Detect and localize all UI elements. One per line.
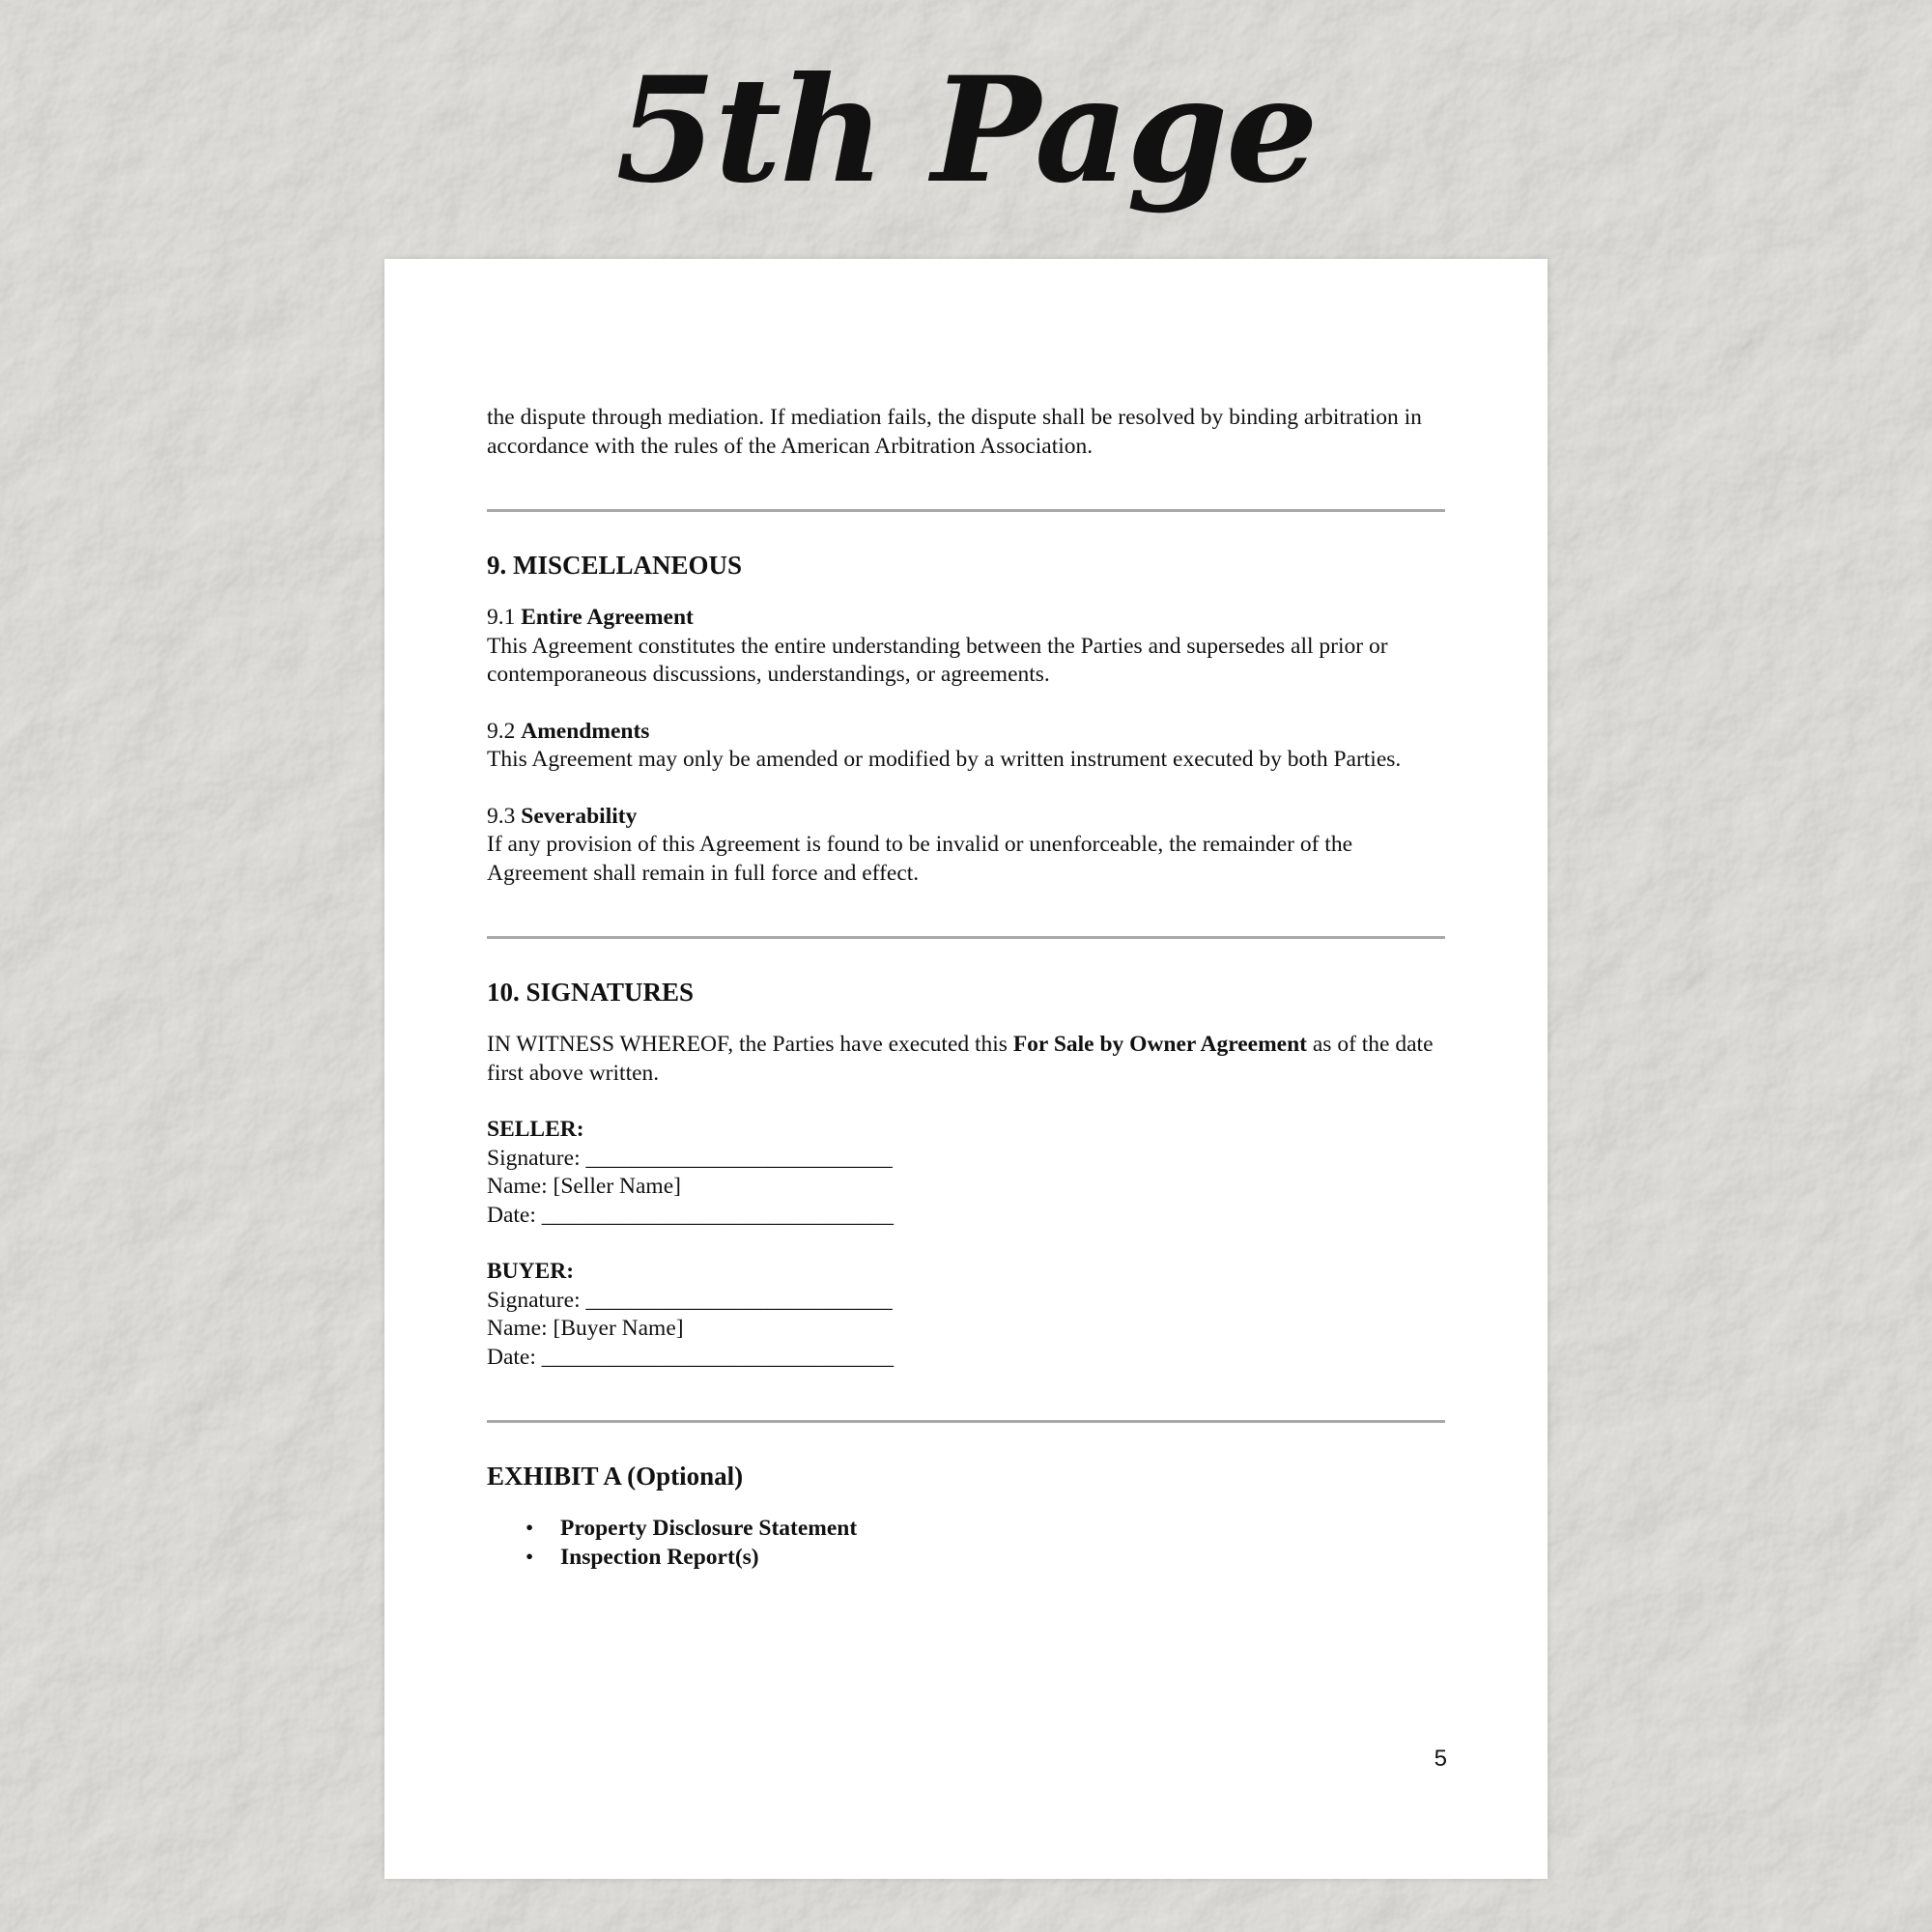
witness-text: IN WITNESS WHEREOF, the Parties have executed this — [487, 1032, 1013, 1057]
clause-text: If any provision of this Agreement is found to be invalid or unenforceable, the remainder of the Agreement shall remain in full force and effect. — [487, 832, 1352, 886]
list-item: • Inspection Report(s) — [526, 1544, 1445, 1573]
clause-number: 9.3 — [487, 803, 516, 829]
list-item: • Property Disclosure Statement — [526, 1515, 1445, 1544]
buyer-signature-line: Signature: ___________________________ — [487, 1287, 893, 1313]
section-heading-exhibit: EXHIBIT A (Optional) — [487, 1462, 744, 1491]
clause-number: 9.1 — [487, 605, 516, 630]
clause-title: Severability — [521, 803, 638, 829]
clause-9-2 — [487, 718, 1445, 775]
page-number: 5 — [1434, 1746, 1447, 1772]
agreement-name: For Sale by Owner Agreement — [1012, 1032, 1307, 1057]
seller-signature-line: Signature: ___________________________ — [487, 1145, 893, 1171]
buyer-date-line: Date: _______________________________ — [487, 1344, 895, 1370]
clause-number: 9.2 — [487, 718, 516, 744]
seller-date-line: Date: _______________________________ — [487, 1202, 895, 1228]
clause-title: Entire Agreement — [521, 605, 694, 630]
intro-paragraph: the dispute through mediation. If mediation fails, the dispute shall be resolved by binding arbitration in accordance with the rules of the American Arbitration Association. — [487, 405, 1422, 459]
buyer-label: BUYER: — [487, 1259, 575, 1284]
clause-text: This Agreement constitutes the entire understanding between the Parties and supersedes all prior or contemporaneous discussions, understandings, or agreements. — [487, 633, 1388, 687]
page-banner-title: 5th Page — [615, 45, 1317, 215]
seller-label: SELLER: — [487, 1117, 584, 1142]
section-heading-signatures: 10. SIGNATURES — [487, 978, 695, 1007]
section-heading-miscellaneous: 9. MISCELLANEOUS — [487, 551, 743, 580]
clause-9-1 — [487, 604, 1445, 690]
clause-title: Amendments — [521, 718, 650, 744]
witness-statement — [487, 1031, 1445, 1088]
witness-text-end: as of the date first above written. — [487, 1032, 1434, 1086]
document-content — [487, 404, 1445, 1572]
seller-name-line: Name: [Seller Name] — [487, 1174, 681, 1199]
buyer-signature-block — [487, 1258, 1445, 1372]
seller-signature-block — [487, 1116, 1445, 1230]
clause-9-3 — [487, 803, 1445, 889]
document-page — [384, 259, 1548, 1879]
buyer-name-line: Name: [Buyer Name] — [487, 1316, 684, 1341]
exhibit-list — [487, 1515, 1445, 1572]
clause-text: This Agreement may only be amended or modified by a written instrument executed by both Parties. — [487, 747, 1402, 772]
